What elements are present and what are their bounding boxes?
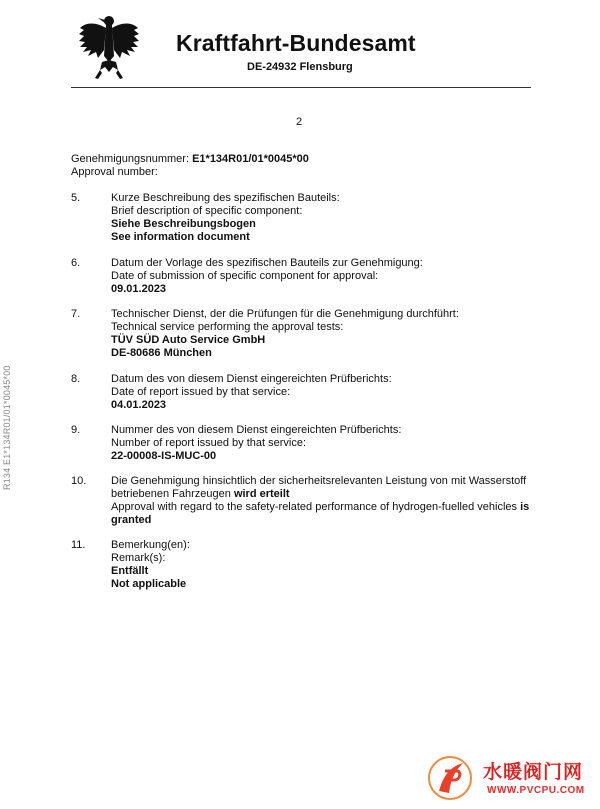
item-label-en: Technical service performing the approval tests: (111, 321, 344, 333)
site-watermark (425, 755, 600, 805)
approval-number-block (71, 153, 309, 179)
approval-number-line (71, 153, 309, 166)
item-text: Approval with regard to the safety-related performance of hydrogen-fuelled vehicles (111, 501, 518, 513)
item-value: Entfällt (111, 565, 149, 577)
item-label-en: Remark(s): (111, 552, 166, 564)
header-divider (71, 87, 531, 88)
item-label-de: Kurze Beschreibung des spezifischen Bauteils: (111, 192, 340, 204)
item-value: 22-00008-IS-MUC-00 (111, 450, 217, 462)
item-number: 11. (71, 539, 86, 551)
side-reference: R134 E1*134R01/01*0045*00 (2, 365, 12, 490)
item-label-en: Date of report issued by that service: (111, 386, 291, 398)
federal-eagle-logo (78, 12, 140, 82)
item-number: 6. (71, 257, 81, 269)
item-value: Siehe Beschreibungsbogen (111, 218, 256, 230)
item-value: 04.01.2023 (111, 399, 167, 411)
item-label-de: Bemerkung(en): (111, 539, 190, 551)
page-number: 2 (296, 116, 303, 128)
item-value: TÜV SÜD Auto Service GmbH (111, 334, 266, 346)
item-value: See information document (111, 231, 250, 243)
approval-number-value: E1*134R01/01*0045*00 (192, 153, 309, 165)
item-label-de: Technischer Dienst, der die Prüfungen für die Genehmigung durchführt: (111, 308, 459, 320)
item-label-de: Datum der Vorlage des spezifischen Bauteils zur Genehmigung: (111, 257, 423, 269)
item-number: 9. (71, 424, 81, 436)
item-value: 09.01.2023 (111, 283, 167, 295)
item-label-en: Date of submission of specific component for approval: (111, 270, 379, 282)
watermark-logo-icon (427, 755, 473, 801)
item-label-de-continued (111, 488, 551, 501)
authority-name: Kraftfahrt-Bundesamt (176, 30, 416, 56)
item-label-de: Die Genehmigung hinsichtlich der sicherheitsrelevanten Leistung von mit Wasserstoff (111, 475, 527, 487)
watermark-url: WWW.PVCPU.COM (487, 785, 585, 796)
item-label-de: Nummer des von diesem Dienst eingereichten Prüfberichts: (111, 424, 402, 436)
authority-address: DE-24932 Flensburg (247, 61, 353, 73)
item-result-de: wird erteilt (233, 488, 290, 500)
item-result-en: is (520, 501, 530, 513)
item-label-en: Number of report issued by that service: (111, 437, 307, 449)
item-number: 10. (71, 475, 87, 487)
item-number: 7. (71, 308, 81, 320)
item-label-en (111, 501, 551, 514)
watermark-chinese-text: 水暖阀门网 (483, 762, 584, 783)
item-label-en: Brief description of specific component: (111, 205, 303, 217)
approval-label-de: Genehmigungsnummer: (71, 153, 190, 165)
item-number: 8. (71, 373, 81, 385)
item-label-de: Datum des von diesem Dienst eingereichten Prüfberichts: (111, 373, 392, 385)
item-text: betriebenen Fahrzeugen (111, 488, 231, 500)
approval-label-en: Approval number: (71, 166, 158, 178)
item-value: Not applicable (111, 578, 187, 590)
item-number: 5. (71, 192, 81, 204)
item-value: DE-80686 München (111, 347, 212, 359)
item-result-en-continued: granted (111, 514, 152, 526)
